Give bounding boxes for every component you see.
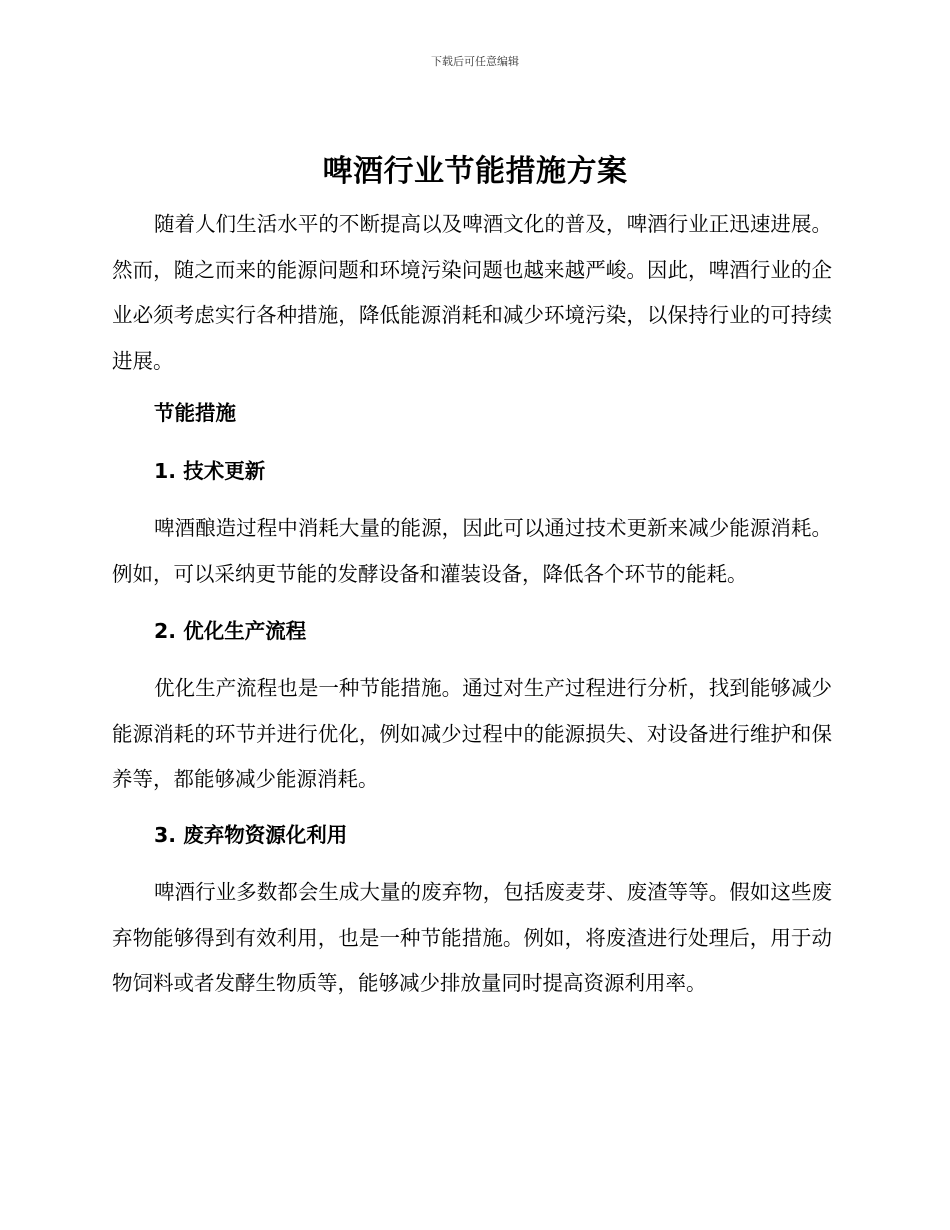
page-header-note: 下载后可任意编辑: [431, 55, 519, 68]
subsection-heading-waste-utilization: 3. 废弃物资源化利用: [154, 823, 348, 847]
section-heading-measures: 节能措施: [154, 401, 236, 425]
subsection-heading-process-optimization: 2. 优化生产流程: [154, 619, 307, 643]
subsection-heading-tech-update: 1. 技术更新: [154, 459, 266, 483]
intro-paragraph: 随着人们生活水平的不断提高以及啤酒文化的普及，啤酒行业正迅速进展。然而，随之而来的能源问题和环境污染问题也越来越严峻。因此，啤酒行业的企业必须考虑实行各种措施，降低能源消耗和减少环境污染，以保持行业的可持续进展。: [112, 212, 832, 373]
subsection-paragraph-process-optimization: 优化生产流程也是一种节能措施。通过对生产过程进行分析，找到能够减少能源消耗的环节并进行优化，例如减少过程中的能源损失、对设备进行维护和保养等，都能够减少能源消耗。: [112, 676, 832, 791]
subsection-paragraph-tech-update: 啤酒酿造过程中消耗大量的能源，因此可以通过技术更新来减少能源消耗。例如，可以采纳更节能的发酵设备和灌装设备，降低各个环节的能耗。: [112, 516, 832, 586]
subsection-paragraph-waste-utilization: 啤酒行业多数都会生成大量的废弃物，包括废麦芽、废渣等等。假如这些废弃物能够得到有效利用，也是一种节能措施。例如，将废渣进行处理后，用于动物饲料或者发酵生物质等，能够减少排放量同时提高资源利用率。: [112, 880, 832, 995]
document-title: 啤酒行业节能措施方案: [322, 154, 628, 189]
